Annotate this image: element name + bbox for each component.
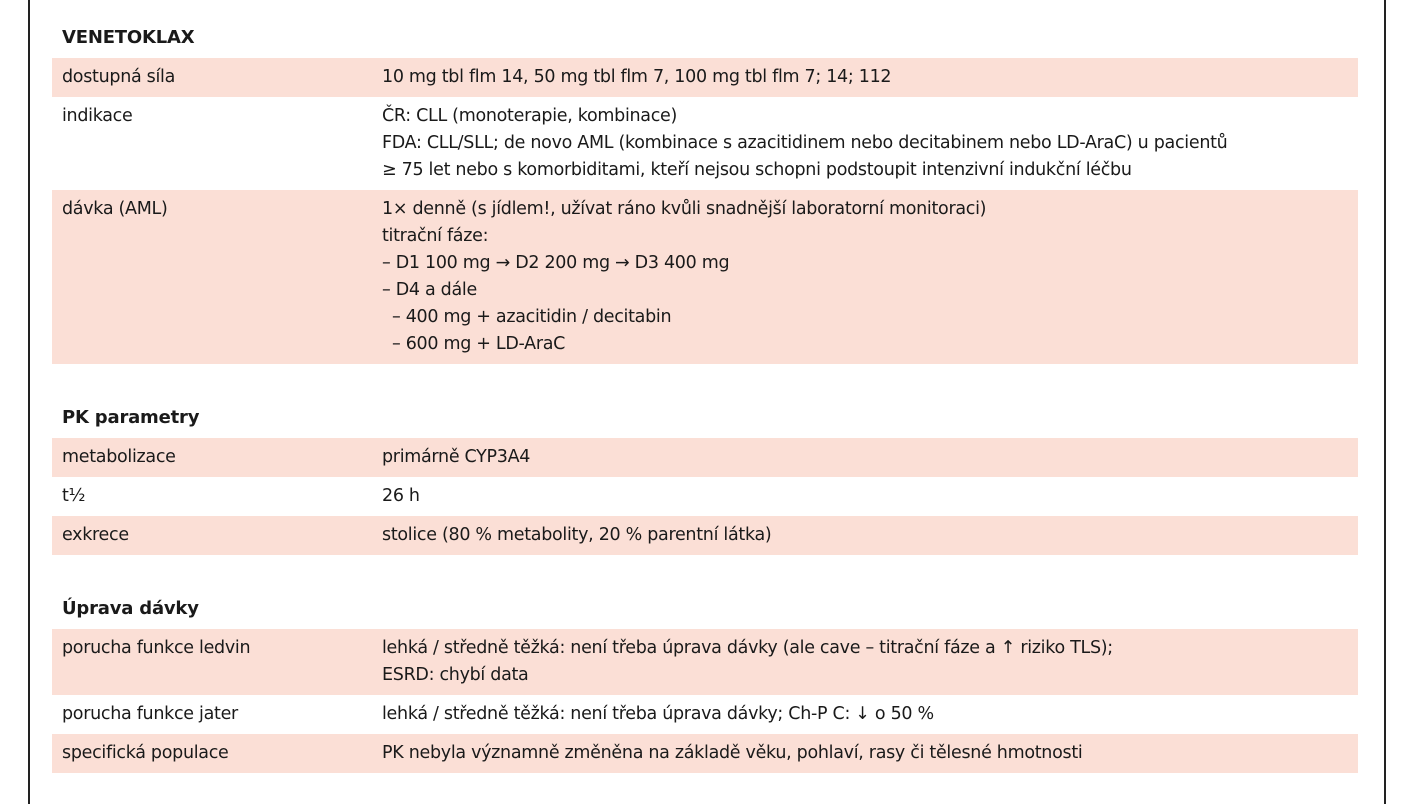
row-key: metabolizace (62, 447, 176, 467)
value-line: 10 mg tbl flm 14, 50 mg tbl flm 7, 100 mg tbl flm 7; 14; 112 (382, 67, 892, 87)
row-key: specifická populace (62, 743, 229, 763)
value-line: ≥ 75 let nebo s komorbiditami, kteří nejsou schopni podstoupit intenzivní indukční léčbu (382, 160, 1132, 180)
section-title-dose-adjustment: Úprava dávky (62, 598, 199, 619)
value-line: ESRD: chybí data (382, 665, 529, 685)
row-key: dostupná síla (62, 67, 176, 87)
row-value (382, 695, 1358, 734)
table-row (52, 516, 1358, 555)
table-row (52, 438, 1358, 477)
table-row (52, 97, 1358, 190)
value-line: FDA: CLL/SLL; de novo AML (kombinace s azacitidinem nebo decitabinem nebo LD-AraC) u pacientů (382, 133, 1228, 153)
table-row (52, 734, 1358, 773)
row-value (382, 97, 1358, 190)
table-row (52, 477, 1358, 516)
value-line: lehká / středně těžká: není třeba úprava dávky; Ch-P C: ↓ o 50 % (382, 704, 934, 724)
section-title-pk: PK parametry (62, 407, 200, 428)
value-line: – D4 a dále (382, 280, 477, 300)
value-line: – 400 mg + azacitidin / decitabin (392, 307, 672, 327)
row-value (382, 516, 1358, 555)
value-line: 1× denně (s jídlem!, užívat ráno kvůli snadnější laboratorní monitoraci) (382, 199, 987, 219)
value-line: stolice (80 % metabolity, 20 % parentní látka) (382, 525, 772, 545)
value-line: primárně CYP3A4 (382, 447, 531, 467)
row-key: exkrece (62, 525, 129, 545)
value-line: titrační fáze: (382, 226, 489, 246)
row-value (382, 190, 1358, 364)
row-key: porucha funkce jater (62, 704, 238, 724)
table-row (52, 58, 1358, 97)
row-value (382, 477, 1358, 516)
section-title-venetoklax: VENETOKLAX (62, 27, 195, 48)
row-value (382, 58, 1358, 97)
row-key: porucha funkce ledvin (62, 638, 251, 658)
row-key: dávka (AML) (62, 199, 168, 219)
value-line: – D1 100 mg → D2 200 mg → D3 400 mg (382, 253, 730, 273)
value-line: 26 h (382, 486, 420, 506)
table-row (52, 695, 1358, 734)
value-line: PK nebyla významně změněna na základě věku, pohlaví, rasy či tělesné hmotnosti (382, 743, 1083, 763)
row-key: indikace (62, 106, 133, 126)
table-row (52, 190, 1358, 364)
value-line: lehká / středně těžká: není třeba úprava dávky (ale cave – titrační fáze a ↑ riziko TLS); (382, 638, 1113, 658)
row-value (382, 629, 1358, 695)
row-value (382, 734, 1358, 773)
drug-info-table (52, 18, 1358, 773)
table-row (52, 629, 1358, 695)
value-line: ČR: CLL (monoterapie, kombinace) (382, 106, 678, 126)
value-line: – 600 mg + LD-AraC (392, 334, 566, 354)
row-key: t½ (62, 486, 86, 506)
row-value (382, 438, 1358, 477)
